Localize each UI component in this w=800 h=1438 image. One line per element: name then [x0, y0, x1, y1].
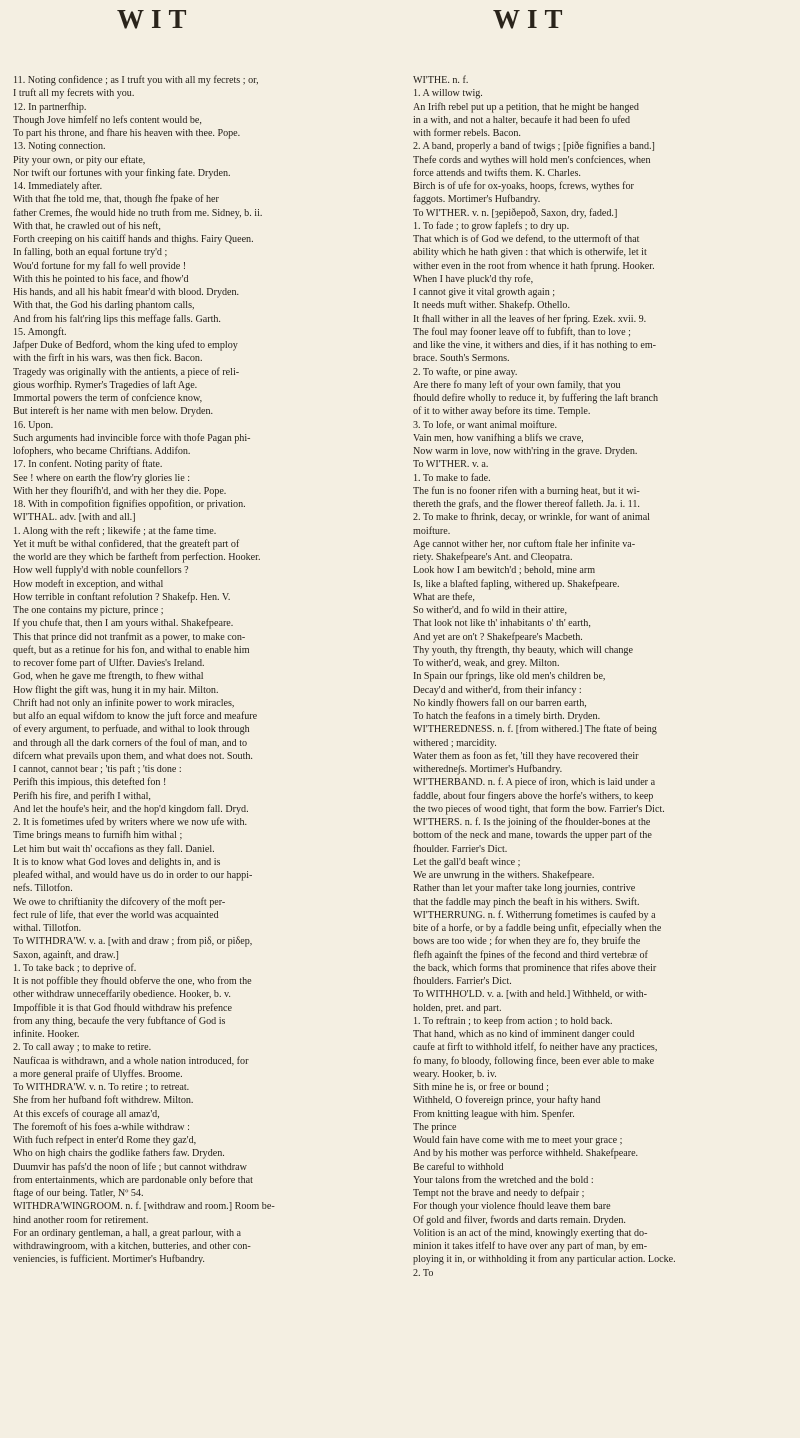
entry-line: In Spain our fprings, like old men's children be,: [413, 671, 606, 683]
entry-line: of it to wither away before its time. Temple.: [413, 406, 591, 418]
entry-line: infinite. Hooker.: [13, 1029, 80, 1040]
entry-line: 2. To: [413, 1267, 434, 1279]
entry-line: the two pieces of wood tight, that form the bow. Farrier's Dict.: [413, 803, 665, 815]
entry-line: Duumvir has pafs'd the noon of life ; but cannot withdraw: [13, 1161, 247, 1173]
entry-line: veniencies, is fufficient. Mortimer's Hufbandry.: [13, 1254, 205, 1266]
entry-line: How flight the gift was, hung it in my hair. Milton.: [13, 684, 219, 696]
entry-line: See ! where on earth the flow'ry glories lie :: [13, 472, 190, 484]
entry-line: But intereft is her name with men below. Dryden.: [13, 406, 214, 418]
entry-line: a more general praife of Ulyffes. Broome.: [13, 1068, 183, 1080]
entry-line: With this he pointed to his face, and fhow'd: [13, 273, 189, 285]
entry-line: And let the houfe's heir, and the hop'd kingdom fall. Dryd.: [13, 803, 249, 815]
entry-line: WI'THAL. adv. [with and all.]: [13, 512, 136, 524]
entry-line: Sith mine he is, or free or bound ;: [413, 1082, 549, 1093]
entry-line: Though Jove himfelf no lefs content would be,: [13, 114, 202, 126]
entry-line: the world are they which be fartheft from perfection. Hooker.: [13, 552, 261, 563]
entry-line: Rather than let your mafter take long journies, contrive: [413, 883, 636, 895]
entry-line: It is not poffible they fhould obferve the one, who from the: [13, 976, 252, 987]
entry-line: 1. To fade ; to grow faplefs ; to dry up.: [413, 220, 570, 232]
entry-line: Jafper Duke of Bedford, whom the king ufed to employ: [13, 340, 238, 351]
entry-line: Look how I am bewitch'd ; behold, mine arm: [413, 565, 596, 577]
entry-line: Is, like a blafted fapling, withered up. Shakefpeare.: [413, 578, 620, 590]
entry-line: Perifh this impious, this detefted fon !: [13, 777, 167, 789]
entry-line: 14. Immediately after.: [13, 181, 103, 192]
running-header: [0, 4, 800, 48]
entry-line: Tragedy was originally with the antients, a piece of reli-: [13, 366, 240, 378]
entry-line: 1. Along with the reft ; likewife ; at the fame time.: [13, 525, 217, 537]
entry-line: 18. With in compofition fignifies oppofition, or privation.: [13, 499, 246, 510]
entry-line: 1. To reftrain ; to keep from action ; to hold back.: [413, 1015, 613, 1027]
entry-line: Thefe cords and wythes will hold men's confciences, when: [413, 154, 651, 166]
entry-line: 2. To wafte, or pine away.: [413, 366, 518, 378]
entry-line: Now warm in love, now with'ring in the grave. Dryden.: [413, 446, 638, 457]
entry-line: force attends and twifts them. K. Charles.: [413, 167, 581, 179]
entry-line: WI'THERBAND. n. f. A piece of iron, which is laid under a: [413, 777, 656, 789]
entry-line: faddle, about four fingers above the horfe's withers, to keep: [413, 790, 654, 802]
entry-line: other withdraw unneceffarily obedience. Hooker, b. v.: [13, 989, 231, 1001]
entry-line: How well fupply'd with noble counfellors ?: [13, 565, 189, 577]
entry-line: Tempt not the brave and needy to defpair ;: [413, 1188, 585, 1199]
entry-line: pleafed withal, and would have us do in order to our happi-: [13, 870, 253, 881]
entry-line: witheredne∫s. Mortimer's Hufbandry.: [413, 764, 563, 775]
entry-line: riety. Shakefpeare's Ant. and Cleopatra.: [413, 552, 573, 563]
entry-line: 1. A willow twig.: [413, 88, 483, 100]
entry-line: The one contains my picture, prince ;: [13, 605, 164, 616]
entry-line: And yet are on't ? Shakefpeare's Macbeth.: [413, 631, 583, 643]
entry-line: and like the vine, it withers and dies, if it has nothing to em-: [413, 340, 657, 351]
entry-line: hind another room for retirement.: [13, 1214, 149, 1226]
entry-line: 2. It is fometimes ufed by writers where we now ufe with.: [13, 817, 248, 828]
entry-line: Wou'd fortune for my fall fo well provide !: [13, 260, 187, 272]
entry-line: Of gold and filver, fwords and darts remain. Dryden.: [413, 1214, 626, 1226]
entry-line: And from his falt'ring lips this meffage falls. Garth.: [13, 313, 221, 325]
entry-line: With that, he crawled out of his neft,: [13, 220, 161, 232]
entry-line: Withheld, O fovereign prince, your hafty hand: [413, 1095, 601, 1107]
entry-line: We owe to chriftianity the difcovery of the moft per-: [13, 896, 226, 908]
entry-line: This that prince did not tranfmit as a power, to make con-: [13, 631, 246, 643]
entry-line: Forth creeping on his caitiff hands and thighs. Fairy Queen.: [13, 234, 254, 245]
entry-line: with the firft in his wars, was then fick. Bacon.: [13, 353, 203, 365]
entry-line: Immortal powers the term of confcience know,: [13, 393, 203, 404]
entry-line: I cannot, cannot bear ; 'tis paft ; 'tis done :: [13, 764, 182, 775]
entry-line: We are unwrung in the withers. Shakefpeare.: [413, 870, 595, 881]
entry-line: With fuch refpect in enter'd Rome they gaz'd,: [13, 1135, 197, 1146]
entry-line: queft, but as a retinue for his fon, and withal to enable him: [13, 644, 250, 656]
entry-line: to recover fome part of Ulfter. Davies's Ireland.: [13, 658, 205, 669]
entry-line: For though your violence fhould leave them bare: [413, 1201, 611, 1213]
entry-line: Yet it muft be withal confidered, that the greateft part of: [13, 538, 240, 550]
entry-line: wither even in the root from whence it hath fprung. Hooker.: [413, 260, 655, 272]
entry-line: Who on high chairs the godlike fathers faw. Dryden.: [13, 1148, 225, 1160]
entry-line: To WITHDRA'W. v. n. To retire ; to retreat.: [13, 1082, 190, 1093]
entry-line: with former rebels. Bacon.: [413, 128, 521, 139]
entry-line: minion it takes itfelf to have over any part of man, by em-: [413, 1241, 648, 1252]
entry-line: 2. To call away ; to make to retire.: [13, 1042, 152, 1054]
entry-line: To WITHDRA'W. v. a. [with and draw ; from piδ, or piδep,: [13, 936, 253, 948]
entry-line: in a with, and not a halter, becaufe it had been fo ufed: [413, 114, 631, 126]
entry-line: The prince: [413, 1121, 457, 1133]
entry-line: Age cannot wither her, nor cuftom ftale her infinite va-: [413, 538, 636, 550]
entry-line: of every argument, to perfuade, and withal to look through: [13, 724, 250, 736]
entry-line: It needs muft wither. Shakefp. Othello.: [413, 300, 570, 312]
entry-line: No kindly fhowers fall on our barren earth,: [413, 697, 587, 709]
entry-line: fo many, fo bloody, following fince, been ever able to make: [413, 1055, 655, 1067]
entry-line: It fhall wither in all the leaves of her fpring. Ezek. xvii. 9.: [413, 313, 647, 325]
entry-line: the back, which forms that prominence that rifes above their: [413, 962, 657, 974]
entry-line: It is to know what God loves and delights in, and is: [13, 856, 221, 868]
entry-line: To WI'THER. v. n. [ȝepiðepoð, Saxon, dry, faded.]: [413, 207, 618, 219]
entry-line: nefs. Tillotfon.: [13, 883, 73, 895]
entry-line: From knitting league with him. Spenfer.: [413, 1108, 575, 1120]
entry-line: flefh againft the fpines of the fecond and third vertebræ of: [413, 949, 648, 961]
entry-line: WI'THE. n. f.: [413, 75, 469, 86]
entry-line: The fun is no fooner rifen with a burning heat, but it wi-: [413, 485, 640, 497]
entry-line: That which is of God we defend, to the uttermoft of that: [413, 234, 640, 245]
entry-line: ability which he hath given : that which is otherwife, let it: [413, 247, 647, 259]
entry-line: 2. To make to fhrink, decay, or wrinkle, for want of animal: [413, 512, 650, 524]
entry-line: Perifh his fire, and perifh I withal,: [13, 790, 151, 802]
entry-line: 16. Upon.: [13, 419, 54, 431]
entry-line: caufe at firft to withhold itfelf, fo neither have any practices,: [413, 1042, 658, 1054]
left-column: [13, 74, 358, 1267]
entry-line: difcern what prevails upon them, and what does not. South.: [13, 750, 253, 762]
entry-line: What are thefe,: [413, 591, 475, 603]
entry-line: withal. Tillotfon.: [13, 923, 82, 934]
entry-line: Water them as foon as fet, 'till they have recovered their: [413, 750, 639, 762]
entry-line: To hatch the feafons in a timely birth. Dryden.: [413, 711, 601, 722]
entry-line: With that, the God his darling phantom calls,: [13, 300, 195, 312]
entry-line: from any thing, becaufe the very fubftance of God is: [13, 1015, 226, 1027]
entry-line: 12. In partnerfhip.: [13, 101, 87, 113]
entry-line: 17. In confent. Noting parity of ftate.: [13, 459, 163, 471]
entry-line: That hand, which as no kind of imminent danger could: [413, 1029, 635, 1040]
entry-line: For an ordinary gentleman, a hall, a great parlour, with a: [13, 1227, 242, 1239]
entry-line: Decay'd and wither'd, from their infancy :: [413, 684, 582, 696]
entry-line: Let the gall'd beaft wince ;: [413, 856, 521, 868]
entry-line: Birch is of ufe for ox-yoaks, hoops, fcrews, wythes for: [413, 181, 634, 192]
entry-line: In falling, both an equal fortune try'd ;: [13, 247, 168, 259]
entry-line: WI'THERS. n. f. Is the joining of the fhoulder-bones at the: [413, 817, 651, 828]
entry-line: that the faddle may pinch the beaft in his withers. Swift.: [413, 896, 640, 908]
entry-line: 3. To lofe, or want animal moifture.: [413, 419, 558, 431]
entry-line: She from her hufband foft withdrew. Milton.: [13, 1095, 194, 1107]
entry-line: To WITHHO'LD. v. a. [with and held.] Withheld, or with-: [413, 989, 648, 1001]
entry-line: To WI'THER. v. a.: [413, 459, 489, 471]
entry-line: 1. To take back ; to deprive of.: [13, 962, 137, 974]
entry-line: fhould defire wholly to reduce it, by fuffering the laft branch: [413, 393, 659, 404]
entry-line: To wither'd, weak, and grey. Milton.: [413, 658, 560, 669]
entry-line: Pity your own, or pity our eftate,: [13, 154, 146, 166]
entry-line: ploying it in, or withholding it from any particular action. Locke.: [413, 1254, 676, 1266]
entry-line: That look not like th' inhabitants o' th' earth,: [413, 618, 591, 630]
entry-line: ftage of our being. Tatler, Nº 54.: [13, 1188, 144, 1199]
entry-line: With that fhe told me, that, though fhe fpake of her: [13, 194, 219, 206]
running-headword-left: WIT: [117, 4, 194, 34]
entry-line: 13. Noting connection.: [13, 141, 106, 153]
entry-line: bottom of the neck and mane, towards the upper part of the: [413, 830, 652, 842]
entry-line: Such arguments had invincible force with thofe Pagan phi-: [13, 432, 251, 444]
entry-line: holden, pret. and part.: [413, 1002, 502, 1014]
entry-line: Saxon, againft, and draw.]: [13, 949, 119, 961]
entry-line: So wither'd, and fo wild in their attire,: [413, 605, 568, 616]
entry-line: Your talons from the wretched and the bold :: [413, 1174, 594, 1186]
entry-line: withdrawingroom, with a kitchen, butteries, and other con-: [13, 1241, 251, 1252]
entry-line: Chrift had not only an infinite power to work miracles,: [13, 697, 235, 709]
entry-line: thereth the grafs, and the flower thereof falleth. Ja. i. 11.: [413, 499, 640, 510]
entry-line: Impoffible it is that God fhould withdraw his prefence: [13, 1002, 233, 1014]
entry-line: 15. Amongft.: [13, 326, 67, 338]
entry-line: Naufícaa is withdrawn, and a whole nation introduced, for: [13, 1055, 249, 1067]
entry-line: fhoulder. Farrier's Dict.: [413, 843, 508, 855]
entry-line: bows are too wide ; for when they are fo, they bruife the: [413, 936, 641, 948]
entry-line: and through all the dark corners of the foul of man, and to: [13, 737, 248, 749]
entry-line: I truft all my fecrets with you.: [13, 88, 135, 100]
entry-line: How modeft in exception, and withal: [13, 578, 164, 590]
entry-line: 11. Noting confidence ; as I truft you with all my fecrets ; or,: [13, 75, 259, 86]
entry-line: An Irifh rebel put up a petition, that he might be hanged: [413, 101, 639, 113]
entry-line: If you chufe that, then I am yours withal. Shakefpeare.: [13, 618, 234, 630]
entry-line: moifture.: [413, 525, 451, 537]
entry-line: brace. South's Sermons.: [413, 353, 510, 365]
entry-line: How terrible in conftant refolution ? Shakefp. Hen. V.: [13, 591, 231, 603]
entry-line: The foremoft of his foes a-while withdraw :: [13, 1121, 190, 1133]
entry-line: With her they flourifh'd, and with her they die. Pope.: [13, 485, 227, 497]
entry-line: The foul may fooner leave off to fubfift, than to love ;: [413, 326, 631, 338]
entry-line: 2. A band, properly a band of twigs ; [piðe fignifies a band.]: [413, 141, 655, 153]
entry-line: Be careful to withhold: [413, 1161, 504, 1173]
entry-line: At this excefs of courage all amaz'd,: [13, 1108, 160, 1120]
entry-line: And by his mother was perforce withheld. Shakefpeare.: [413, 1148, 639, 1160]
entry-line: Thy youth, thy ftrength, thy beauty, which will change: [413, 644, 633, 656]
entry-line: 1. To make to fade.: [413, 472, 491, 484]
entry-line: WI'THEREDNESS. n. f. [from withered.] The ftate of being: [413, 724, 657, 736]
entry-line: from entertainments, which are pardonable only before that: [13, 1174, 253, 1186]
entry-line: His hands, and all his habit fmear'd with blood. Dryden.: [13, 287, 240, 298]
entry-line: lofophers, who became Chriftians. Addifon.: [13, 446, 191, 457]
entry-line: Vain men, how vanifhing a blifs we crave,: [413, 432, 584, 444]
entry-line: withered ; marcidity.: [413, 737, 497, 749]
entry-line: God, when he gave me ftrength, to fhew withal: [13, 671, 204, 683]
entry-line: fhoulders. Farrier's Dict.: [413, 976, 512, 987]
entry-line: Time brings means to furnifh him withal ;: [13, 830, 183, 842]
right-column: [413, 74, 758, 1280]
entry-line: When I have pluck'd thy rofe,: [413, 273, 534, 285]
entry-line: Would fain have come with me to meet your grace ;: [413, 1135, 623, 1146]
entry-line: Let him but wait th' occafions as they fall. Daniel.: [13, 843, 215, 855]
entry-line: Are there fo many left of your own family, that you: [413, 379, 621, 391]
entry-line: To part his throne, and fhare his heaven with thee. Pope.: [13, 128, 241, 139]
entry-line: weary. Hooker, b. iv.: [413, 1068, 497, 1080]
entry-line: gious worfhip. Rymer's Tragedies of laft Age.: [13, 379, 198, 391]
running-headword-right: WIT: [493, 4, 570, 34]
entry-line: bite of a horfe, or by a faddle being unfit, efpecially when the: [413, 923, 662, 934]
entry-line: I cannot give it vital growth again ;: [413, 287, 556, 298]
entry-line: father Cremes, fhe would hide no truth from me. Sidney, b. ii.: [13, 207, 263, 219]
entry-line: WITHDRA'WINGROOM. n. f. [withdraw and room.] Room be-: [13, 1201, 275, 1213]
entry-line: but alfo an equal wifdom to know the juft force and meafure: [13, 711, 258, 722]
entry-line: faggots. Mortimer's Hufbandry.: [413, 194, 541, 206]
entry-line: WI'THERRUNG. n. f. Witherrung fometimes is caufed by a: [413, 909, 656, 921]
entry-line: fect rule of life, that ever the world was acquainted: [13, 909, 219, 921]
entry-line: Nor twift our fortunes with your finking fate. Dryden.: [13, 167, 231, 179]
entry-line: Volition is an act of the mind, knowingly exerting that do-: [413, 1227, 648, 1239]
